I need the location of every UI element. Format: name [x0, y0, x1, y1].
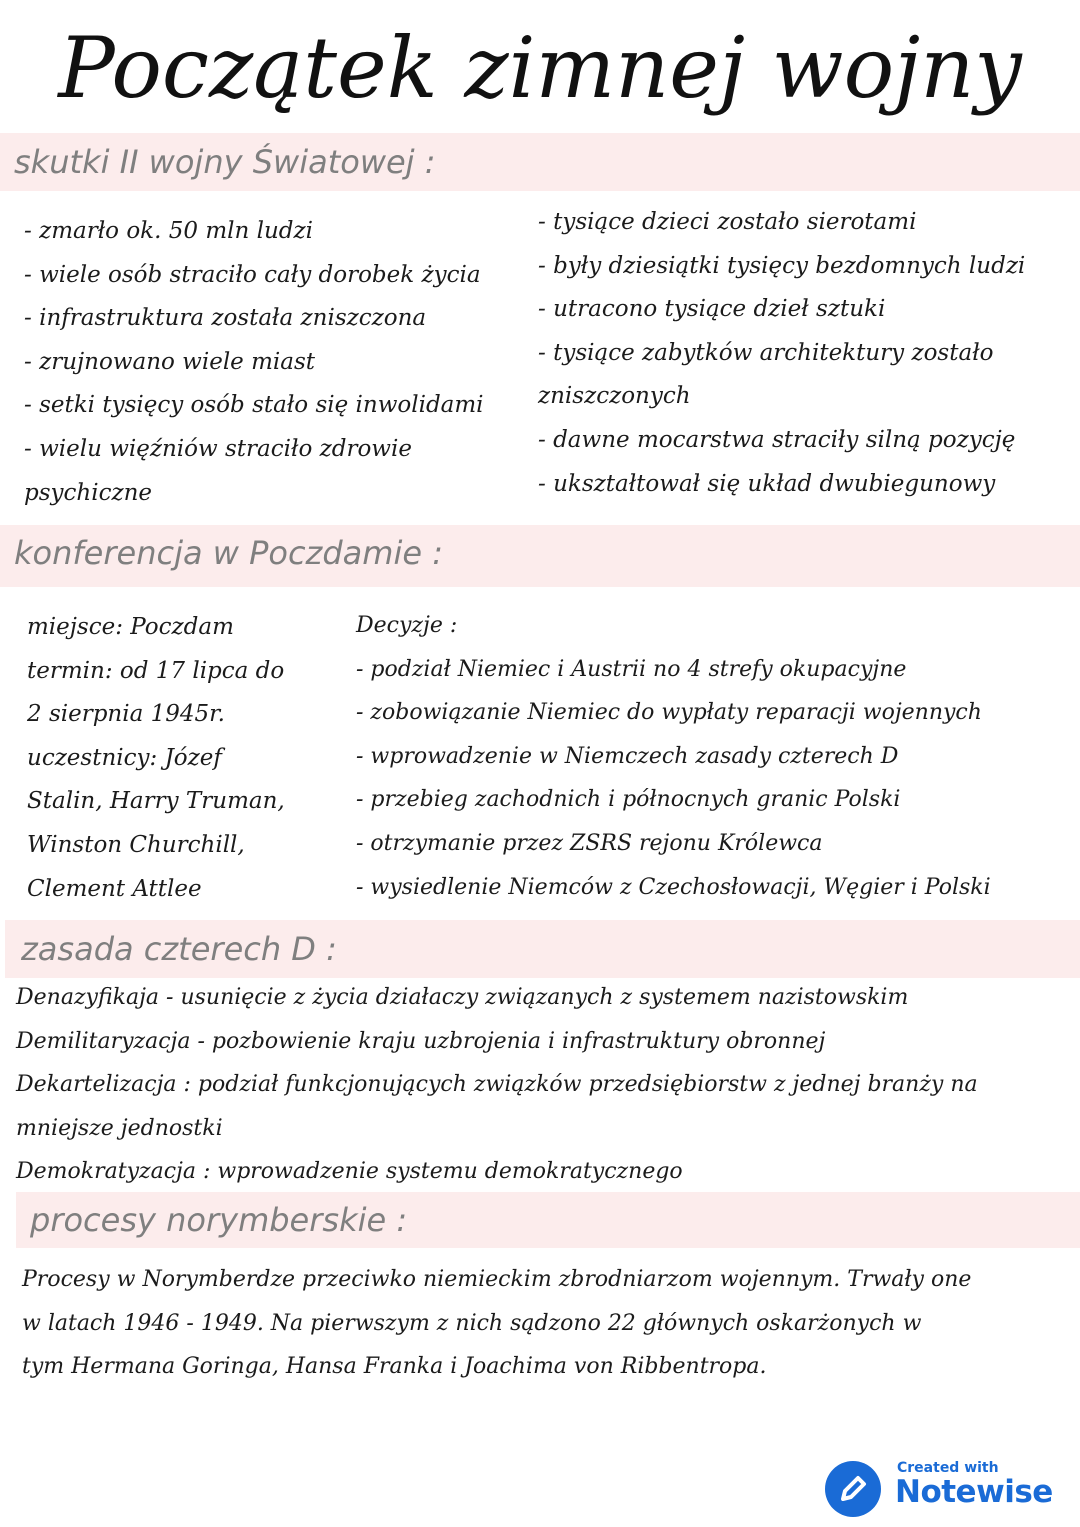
list-item: - otrzymanie przez ZSRS rejonu Królewca [356, 830, 823, 856]
list-item: - zobowiązanie Niemiec do wypłaty reparacji wojennych [356, 700, 982, 726]
badge-brand: Notewise [895, 1474, 1053, 1510]
list-item: - wiele osób straciło cały dorobek życia [24, 261, 481, 288]
list-item: - setki tysięcy osób stało się inwolidami [24, 392, 484, 419]
skutki-right-list [538, 201, 1025, 506]
list-item: - były dziesiątki tysięcy bezdomnych ludzi [538, 252, 1026, 279]
list-item: - tysiące dzieci zostało sierotami [538, 209, 917, 235]
info-line: 2 sierpnia 1945r. [27, 701, 225, 728]
list-item: - zmarło ok. 50 mln ludzi [24, 218, 313, 244]
norymberga-paragraph [22, 1258, 971, 1389]
list-item: Denazyfikaja - usunięcie z życia działaczy związanych z systemem nazistowskim [16, 985, 909, 1010]
info-line: Clement Attlee [27, 875, 202, 902]
list-item: - zrujnowano wiele miast [24, 348, 316, 375]
info-line: termin: od 17 lipca do [27, 657, 285, 684]
list-item: - przebieg zachodnich i północnych granic Polski [356, 787, 901, 813]
list-item: - wysiedlenie Niemców z Czechosłowacji, Węgier i Polski [356, 874, 991, 900]
list-item: psychiczne [24, 479, 152, 506]
list-item: zniszczonych [538, 383, 691, 410]
paragraph-line: w latach 1946 - 1949. Na pierwszym z nich sądzono 22 głównych oskarżonych w [22, 1310, 922, 1336]
czteryd-list [16, 976, 978, 1194]
section-heading-skutki: skutki II wojny Światowej : [0, 133, 1080, 191]
list-item: - wielu więźniów straciło zdrowie [24, 435, 412, 462]
poczdam-decisions-list [356, 604, 991, 909]
list-item: Demilitaryzacja - pozbowienie kraju uzbrojenia i infrastruktury obronnej [16, 1028, 826, 1054]
poczdam-info-list [27, 606, 285, 911]
list-item: Dekartelizacja : podział funkcjonujących związków przedsiębiorstw z jednej branży na [16, 1072, 978, 1098]
list-item: - podział Niemiec i Austrii no 4 strefy okupacyjne [356, 656, 907, 682]
list-item: Demokratyzacja : wprowadzenie systemu demokratycznego [16, 1159, 683, 1185]
section-heading-poczdam: konferencja w Poczdamie : [0, 525, 1080, 587]
info-line: Stalin, Harry Truman, [27, 788, 285, 815]
list-item: - infrastruktura została zniszczona [24, 305, 427, 332]
section-heading-czteryd: zasada czterech D : [5, 920, 1080, 978]
list-item: - ukształtował się układ dwubiegunowy [538, 470, 996, 497]
notewise-badge [825, 1458, 1065, 1518]
list-item: - tysiące zabytków architektury zostało [538, 339, 994, 366]
info-line: miejsce: Poczdam [27, 614, 234, 640]
section-heading-norymberga: procesy norymberskie : [16, 1192, 1080, 1248]
pencil-icon [825, 1461, 881, 1517]
page-title: Początek zimnej wojny [58, 19, 1022, 117]
skutki-left-list [24, 210, 484, 515]
badge-caption: Created with [897, 1460, 999, 1476]
list-item: - dawne mocarstwa straciły silną pozycję [538, 426, 1016, 453]
list-item: - utracono tysiące dzieł sztuki [538, 296, 886, 323]
list-item: Decyzje : [356, 613, 458, 638]
paragraph-line: tym Hermana Goringa, Hansa Franka i Joachima von Ribbentropa. [22, 1354, 767, 1380]
list-item: - wprowadzenie w Niemczech zasady czterech D [356, 743, 899, 769]
paragraph-line: Procesy w Norymberdze przeciwko niemieckim zbrodniarzom wojennym. Trwały one [22, 1267, 972, 1292]
info-line: Winston Churchill, [27, 831, 245, 858]
list-item: mniejsze jednostki [16, 1115, 223, 1141]
info-line: uczestnicy: Józef [27, 744, 222, 771]
